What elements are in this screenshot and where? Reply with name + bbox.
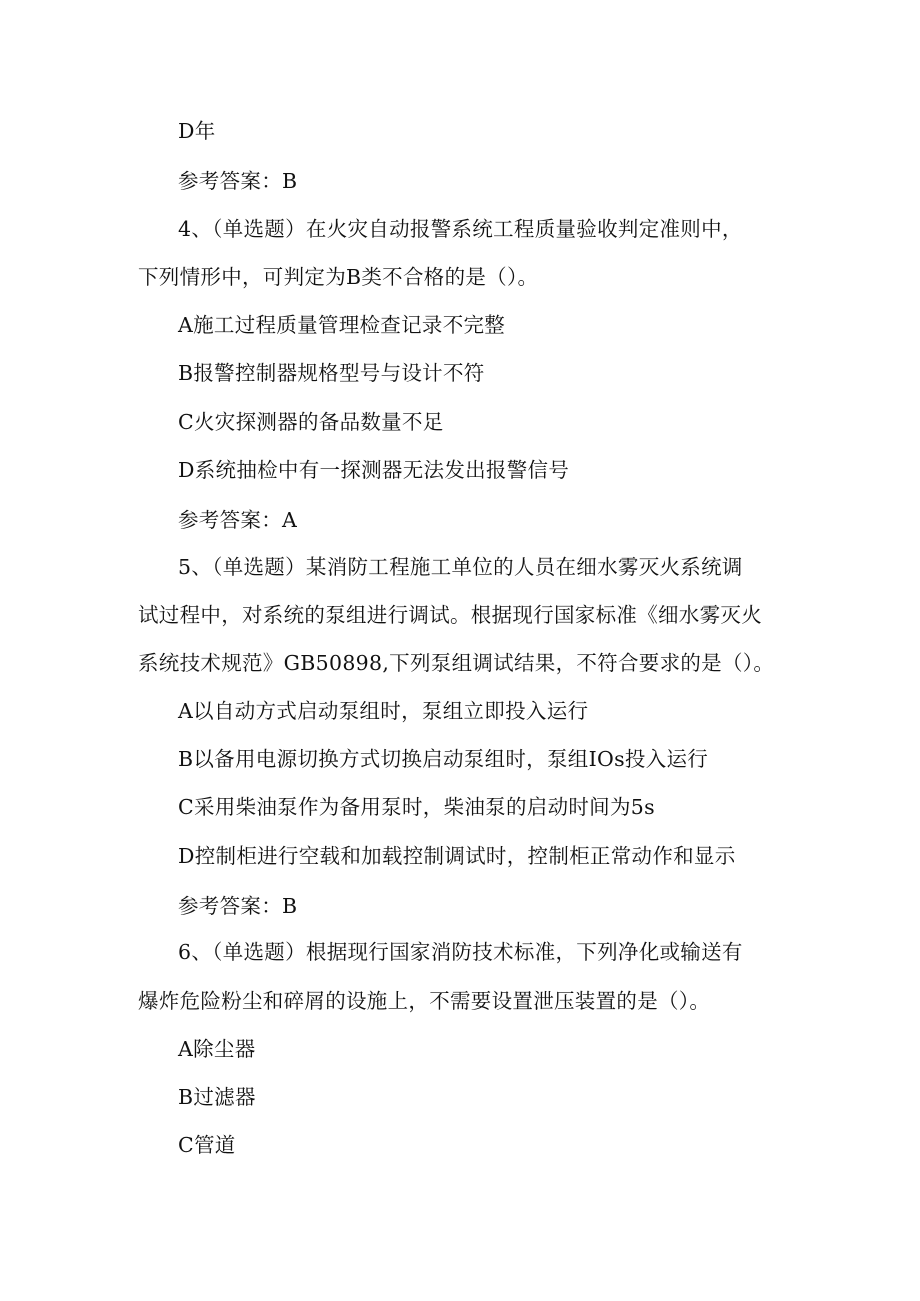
- q5-option-b: B以备用电源切换方式切换启动泵组时，泵组IOs投入运行: [178, 747, 709, 771]
- q5-option-d: D控制柜进行空载和加载控制调试时，控制柜正常动作和显示: [178, 844, 736, 868]
- q5-option-c: C采用柴油泵作为备用泵时，柴油泵的启动时间为5s: [178, 795, 655, 819]
- q6-stem-line-1: 6、（单选题）根据现行国家消防技术标准，下列净化或输送有: [178, 940, 743, 964]
- q4-option-c: C火灾探测器的备品数量不足: [178, 410, 444, 434]
- q4-stem-line-1: 4、（单选题）在火灾自动报警系统工程质量验收判定准则中，: [178, 217, 743, 241]
- q5-option-a: A以自动方式启动泵组时，泵组立即投入运行: [178, 699, 589, 723]
- q5-answer: 参考答案：B: [178, 894, 298, 918]
- q6-stem-line-2: 爆炸危险粉尘和碎屑的设施上，不需要设置泄压装置的是（）。: [138, 989, 711, 1013]
- q4-stem-line-2: 下列情形中，可判定为B类不合格的是（）。: [138, 265, 539, 289]
- prev-option-d: D年: [178, 119, 216, 143]
- q6-option-b: B过滤器: [178, 1085, 256, 1109]
- q4-option-a: A施工过程质量管理检查记录不完整: [178, 313, 506, 337]
- q4-option-b: B报警控制器规格型号与设计不符: [178, 361, 485, 385]
- q5-stem-line-1: 5、（单选题）某消防工程施工单位的人员在细水雾灭火系统调: [178, 555, 743, 579]
- q5-stem-line-3: 系统技术规范》GB50898,下列泵组调试结果，不符合要求的是（）。: [138, 651, 775, 675]
- q4-answer: 参考答案：A: [178, 508, 298, 532]
- q5-stem-line-2: 试过程中，对系统的泵组进行调试。根据现行国家标准《细水雾灭火: [138, 603, 762, 627]
- q6-option-c: C管道: [178, 1133, 236, 1157]
- q6-option-a: A除尘器: [178, 1037, 256, 1061]
- q4-option-d: D系统抽检中有一探测器无法发出报警信号: [178, 458, 570, 482]
- prev-answer: 参考答案：B: [178, 169, 298, 193]
